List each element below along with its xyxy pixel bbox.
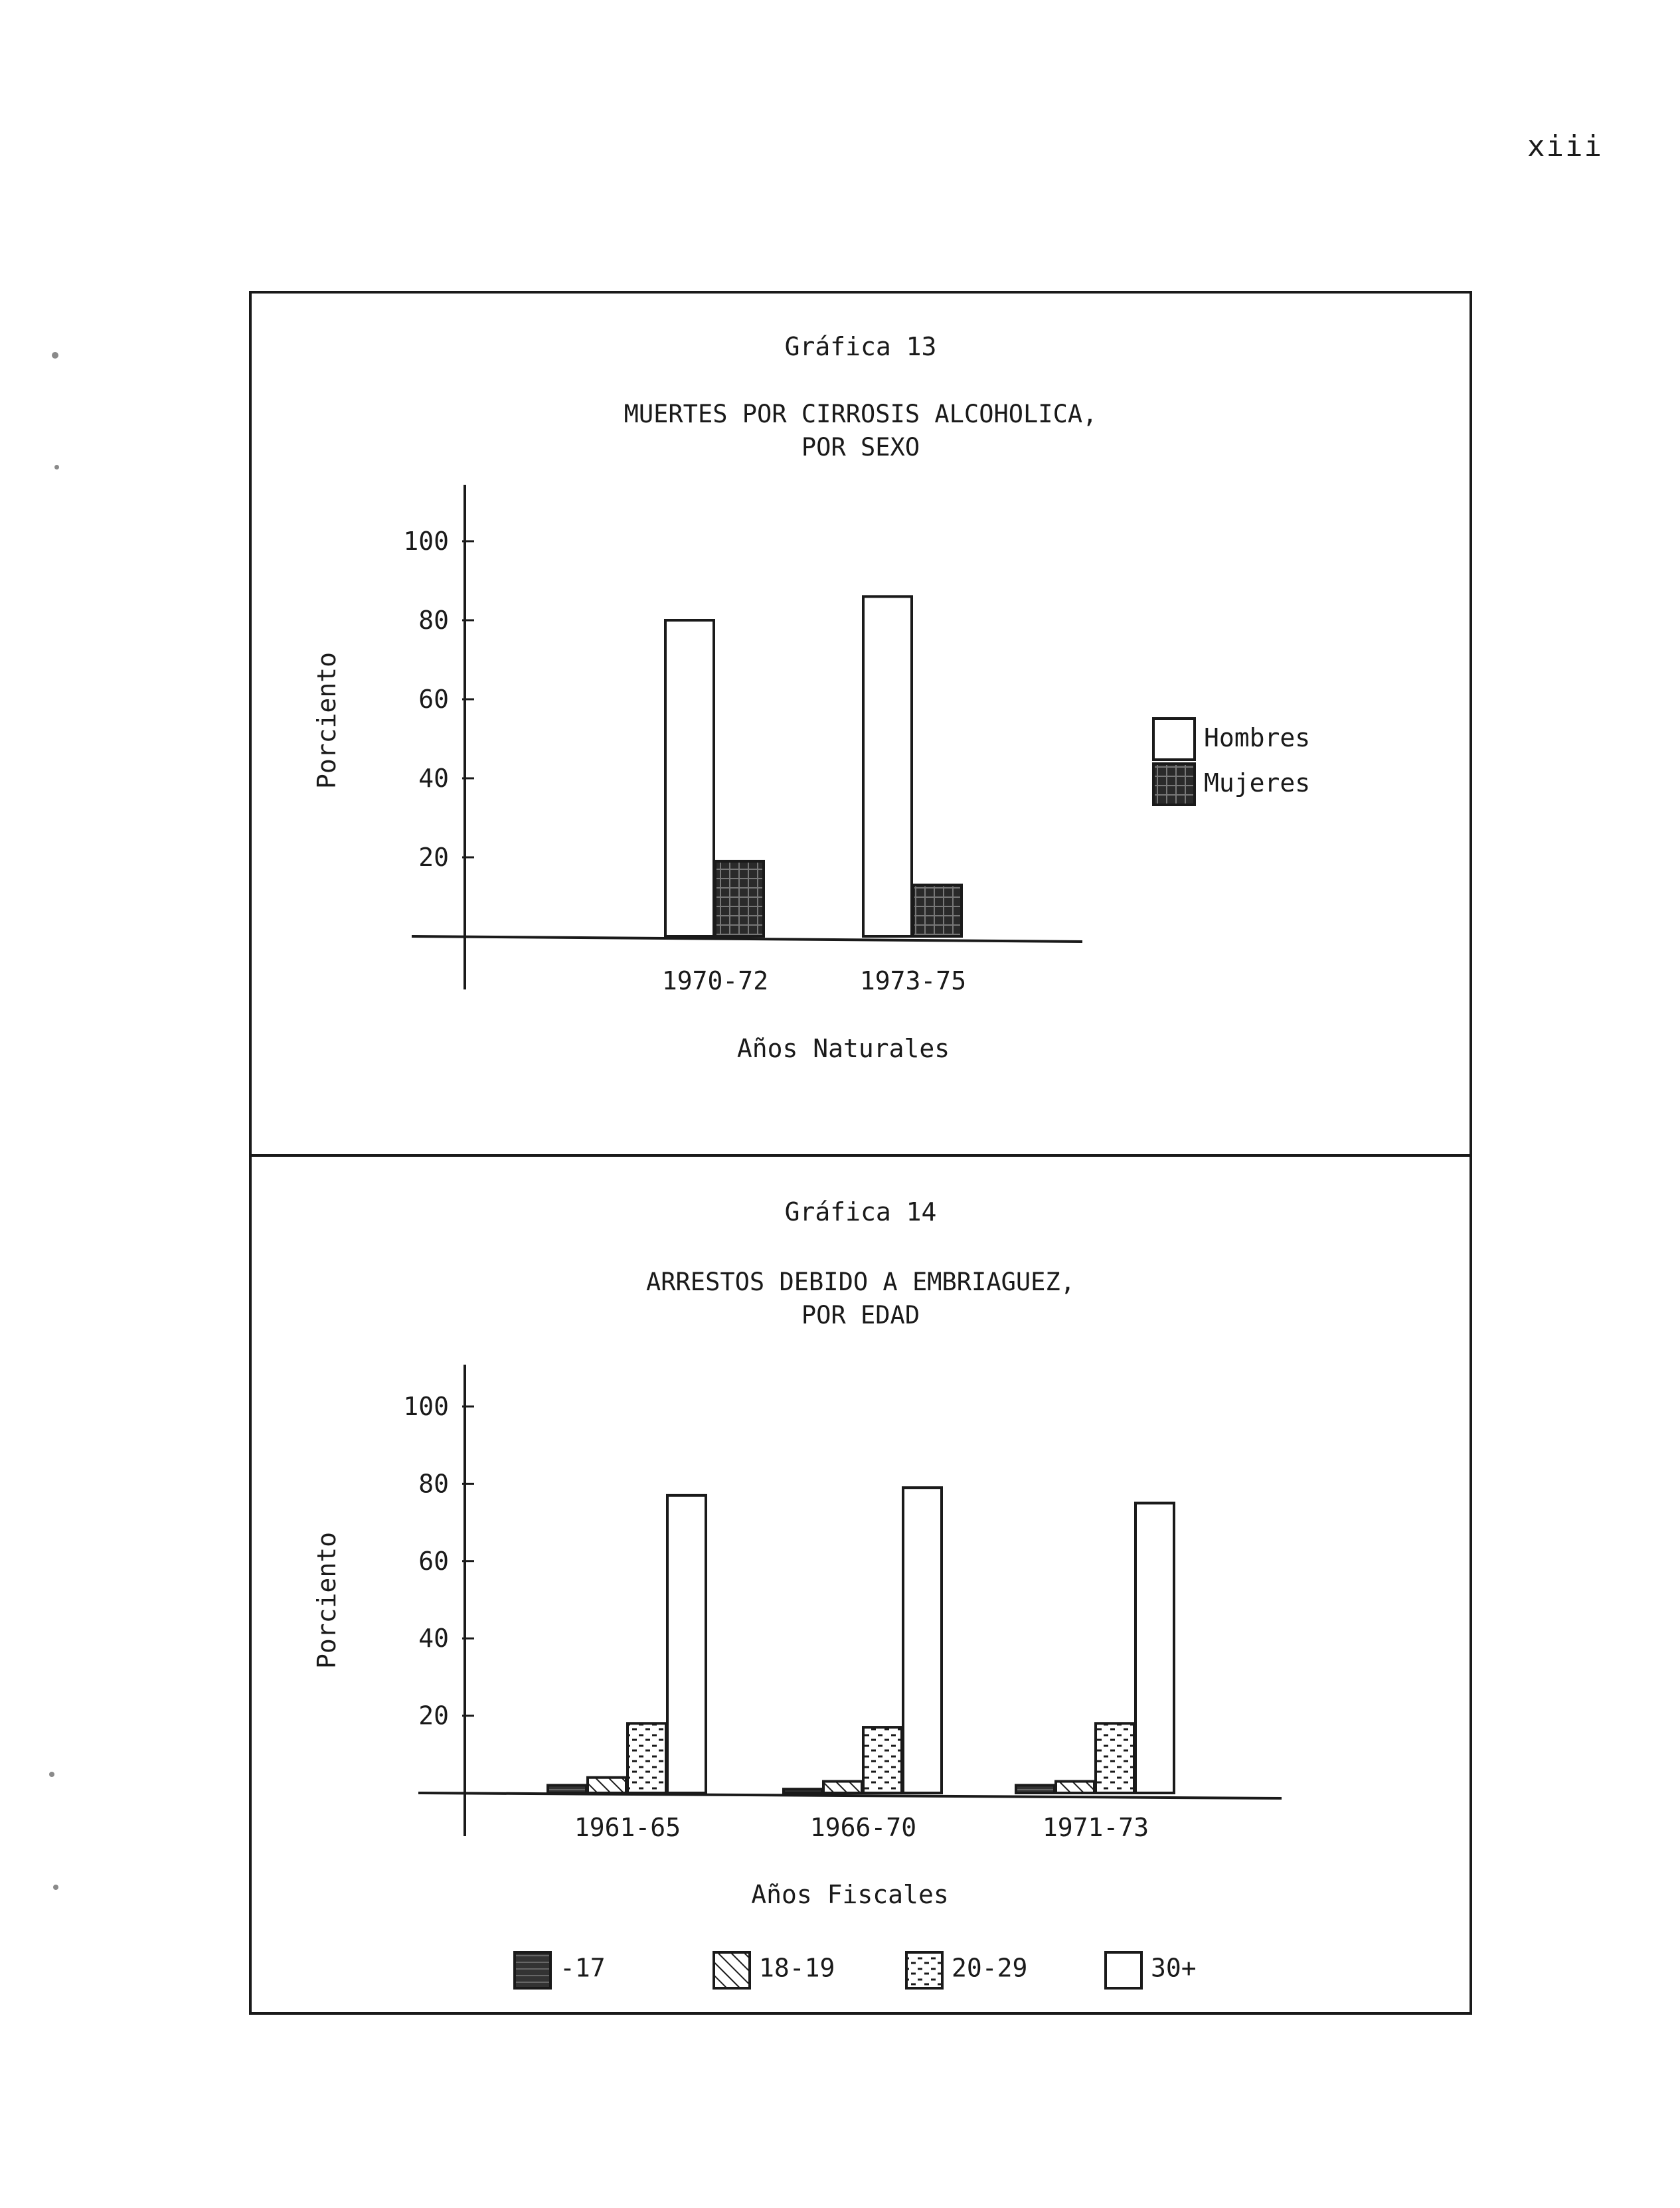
bar-1819-1971-73 [1056, 1782, 1094, 1793]
chart13-ylabel: Porciento [312, 652, 341, 789]
legend-swatch [1153, 764, 1195, 805]
bar-17-1971-73 [1016, 1785, 1054, 1793]
y-tick-label: 100 [403, 1392, 449, 1421]
chart13-title: MUERTES POR CIRROSIS ALCOHOLICA, [624, 400, 1098, 428]
legend-label: Hombres [1204, 723, 1311, 753]
y-tick-label: 80 [418, 606, 449, 635]
bar-30-1971-73 [1135, 1503, 1174, 1794]
y-tick-label: 80 [418, 1469, 449, 1499]
legend-swatch [906, 1952, 942, 1988]
category-label: 1966-70 [809, 1813, 917, 1842]
legend-label: -17 [560, 1953, 606, 1983]
chart13-plot [403, 485, 1310, 995]
category-label: 1971-73 [1042, 1813, 1149, 1842]
page-number: xiii [1527, 129, 1603, 163]
bar-2029-1966-70 [863, 1727, 902, 1793]
legend-swatch [1106, 1952, 1141, 1988]
bar-Hombres-1970-72 [665, 620, 714, 936]
y-tick-label: 100 [403, 527, 449, 556]
y-tick-label: 60 [418, 1546, 449, 1576]
y-tick-label: 20 [418, 1701, 449, 1731]
bar-Mujeres-1973-75 [913, 885, 962, 936]
chart13-xlabel: Años Naturales [736, 1034, 950, 1063]
y-tick-label: 20 [418, 843, 449, 872]
bar-30-1961-65 [667, 1495, 706, 1793]
chart14-ylabel: Porciento [312, 1532, 341, 1669]
bar-30-1966-70 [903, 1487, 942, 1793]
bar-17-1961-65 [548, 1785, 586, 1793]
chart13-subtitle: POR SEXO [801, 433, 920, 462]
bar-Mujeres-1970-72 [715, 861, 764, 936]
chart14-subtitle: POR EDAD [801, 1301, 920, 1329]
legend-swatch [714, 1952, 750, 1988]
chart13-label: Gráfica 13 [784, 332, 937, 361]
legend-swatch [515, 1952, 550, 1988]
bar-2029-1961-65 [628, 1723, 666, 1793]
legend-label: 18-19 [759, 1953, 835, 1983]
y-tick-label: 60 [418, 685, 449, 714]
bar-2029-1971-73 [1096, 1723, 1134, 1793]
bar-1819-1961-65 [588, 1778, 626, 1793]
y-tick-label: 40 [418, 764, 449, 793]
category-label: 1970-72 [661, 966, 769, 995]
category-label: 1973-75 [859, 966, 967, 995]
chart14-label: Gráfica 14 [784, 1197, 937, 1227]
chart14-xlabel: Años Fiscales [751, 1880, 949, 1909]
chart14-title: ARRESTOS DEBIDO A EMBRIAGUEZ, [645, 1268, 1076, 1296]
legend-swatch [1153, 719, 1195, 760]
legend-label: Mujeres [1204, 768, 1311, 798]
y-tick-label: 40 [418, 1624, 449, 1654]
legend-label: 30+ [1151, 1953, 1197, 1983]
bar-1819-1966-70 [823, 1782, 862, 1793]
bar-Hombres-1973-75 [863, 596, 912, 936]
bar-17-1966-70 [784, 1789, 822, 1793]
category-label: 1961-65 [574, 1813, 681, 1842]
legend-label: 20-29 [952, 1953, 1028, 1983]
